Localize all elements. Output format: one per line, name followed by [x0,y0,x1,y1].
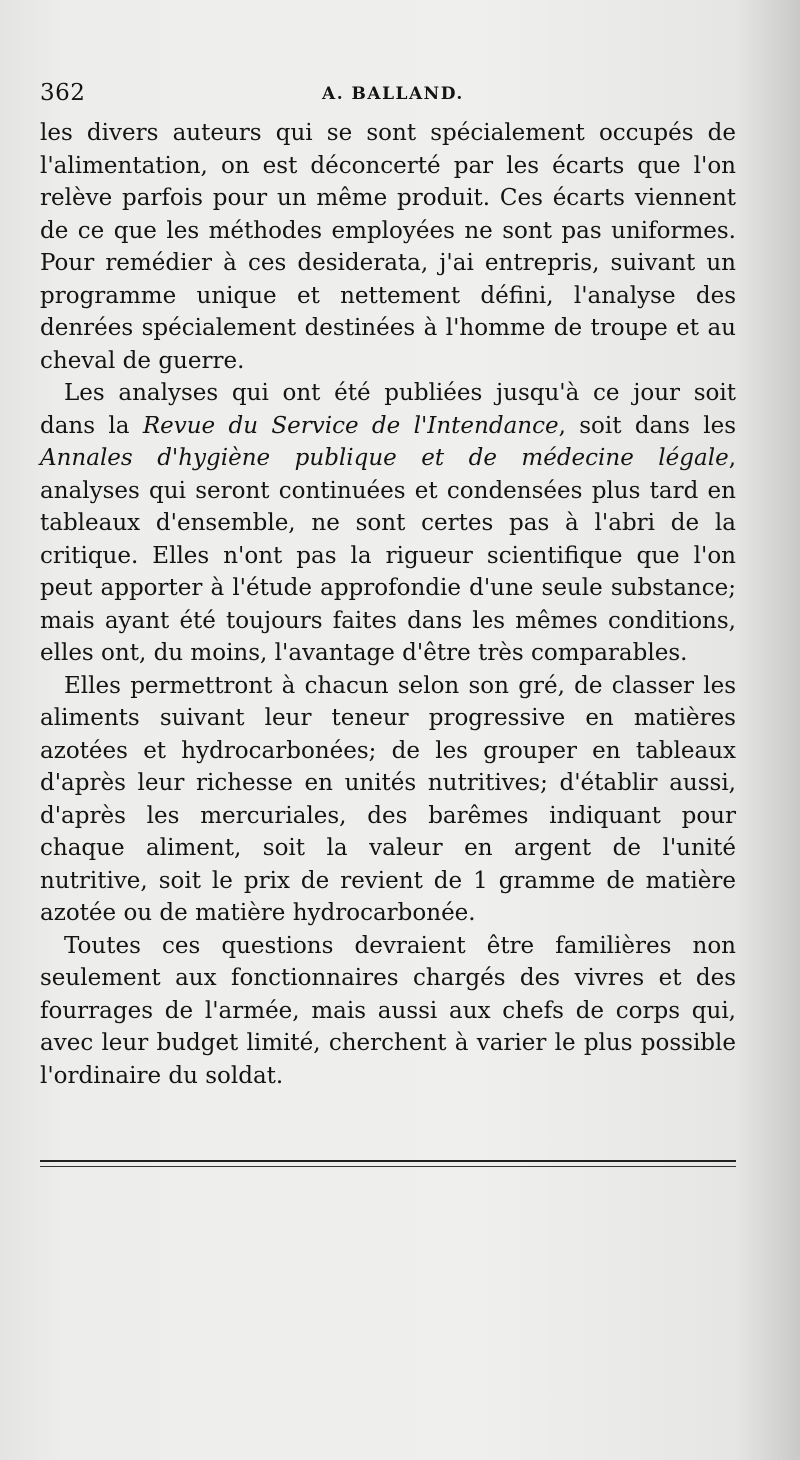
paragraph-4: Toutes ces questions devraient être familières non seulement aux fonctionnaires chargés des vivres et des fourrages de l'armée, mais aussi aux chefs de corps qui, avec leur budget limité, cherchent à varier le plus possible l'ordinaire du soldat. [40,932,736,1089]
body-text [40,117,736,1092]
journal-title-revue: Revue du Service de l'Intendance [142,412,559,439]
paragraph-1: les divers auteurs qui se sont spécialement occupés de l'alimentation, on est déconcerté par les écarts que l'on relève parfois pour un même produit. Ces écarts viennent de ce que les méthodes employées ne sont pas uniformes. Pour remédier à ces desiderata, j'ai entrepris, suivant un programme unique et nettement défini, l'analyse des denrées spécialement destinées à l'homme de troupe et au cheval de guerre. [40,120,736,374]
section-rule-thin [40,1166,736,1167]
paragraph-3: Elles permettront à chacun selon son gré, de classer les aliments suivant leur teneur progressive en matières azotées et hydrocarbonées; de les grouper en tableaux d'après leur richesse en unités nutritives; d'établir aussi, d'après les mercuriales, des barêmes indiquant pour chaque aliment, soit la valeur en argent de l'unité nutritive, soit le prix de revient de 1 gramme de matière azotée ou de matière hydrocarbonée. [40,672,736,926]
page-number: 362 [40,80,86,106]
journal-title-annales: Annales d'hygiène publique et de médecine légale [40,445,729,471]
running-head: A. BALLAND. [322,84,464,104]
paragraph-2: Les analyses qui ont été publiées jusqu'à ce jour soit dans la Revue du Service de l'Intendance, soit dans les Annales d'hygiène publique et de médecine légale, analyses qui seront continuées et condensées plus tard en tableaux d'ensemble, ne sont certes pas à l'abri de la critique. Elles n'ont pas la rigueur scientifique que l'on peut apporter à l'étude approfondie d'une seule substance; mais ayant été toujours faites dans les mêmes conditions, elles ont, du moins, l'avantage d'être très comparables. [40,380,736,666]
section-rule-thick [40,1160,736,1162]
